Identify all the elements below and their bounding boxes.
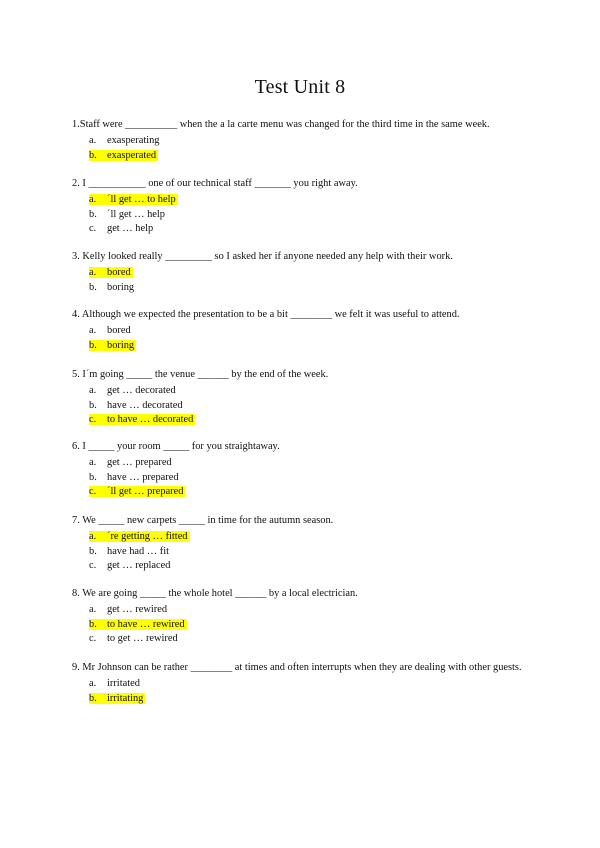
answer-option — [89, 134, 528, 149]
option-letter: a. — [89, 267, 97, 278]
question-stem: 7. We _____ new carpets _____ in time for the autumn season. — [72, 515, 334, 526]
answer-options — [72, 266, 528, 295]
option-content — [89, 340, 136, 351]
question-stem: 6. I _____ your room _____ for you straightaway. — [72, 441, 280, 452]
option-text: boring — [107, 281, 135, 293]
question-6 — [72, 439, 528, 500]
option-letter: a. — [89, 678, 97, 689]
answer-option — [89, 281, 528, 296]
option-content — [89, 457, 172, 468]
option-content — [89, 325, 131, 336]
answer-option — [89, 545, 528, 560]
option-letter: b. — [89, 471, 97, 483]
answer-options — [72, 603, 528, 647]
question-3 — [72, 249, 528, 295]
option-content — [89, 223, 153, 234]
option-letter: a. — [89, 194, 97, 205]
answer-options — [72, 456, 528, 500]
option-content — [89, 194, 178, 205]
page-title: Test Unit 8 — [254, 76, 346, 98]
option-letter: b. — [89, 545, 97, 557]
option-letter: a. — [89, 385, 97, 396]
question-stem: 5. I´m going _____ the venue ______ by the end of the week. — [72, 369, 329, 380]
option-content — [89, 604, 167, 615]
question-4 — [72, 307, 528, 353]
question-stem: 4. Although we expected the presentation to be a bit ________ we felt it was useful to attend. — [72, 309, 460, 320]
option-text: exasperated — [107, 149, 157, 161]
option-content — [89, 486, 185, 497]
option-text: bored — [107, 267, 131, 278]
option-letter: a. — [89, 604, 97, 615]
answer-option — [89, 208, 528, 223]
answer-option-highlighted — [89, 618, 528, 633]
answer-option-highlighted — [89, 149, 528, 164]
question-8 — [72, 586, 528, 647]
question-stem: 9. Mr Johnson can be rather ________ at times and often interrupts when they are dealing with other guests. — [72, 662, 522, 673]
option-text: have had … fit — [107, 545, 170, 557]
answer-option — [89, 384, 528, 399]
option-text: have … prepared — [107, 471, 179, 483]
option-content — [89, 619, 187, 630]
option-text: get … replaced — [107, 560, 171, 572]
option-content — [89, 693, 145, 704]
option-text: to get … rewired — [107, 633, 178, 645]
option-content — [89, 135, 160, 146]
option-text: get … help — [107, 223, 154, 235]
option-text: get … rewired — [107, 604, 168, 615]
answer-option-highlighted — [89, 266, 528, 281]
option-content — [89, 560, 170, 571]
option-letter: c. — [89, 414, 97, 426]
answer-option — [89, 399, 528, 414]
option-letter: c. — [89, 633, 97, 645]
answer-option-highlighted — [89, 339, 528, 354]
option-text: irritated — [107, 678, 140, 689]
option-text: have … decorated — [107, 399, 183, 411]
answer-option-highlighted — [89, 692, 528, 707]
answer-option-highlighted — [89, 530, 528, 545]
answer-option — [89, 471, 528, 486]
option-letter: a. — [89, 457, 97, 468]
option-text: ´re getting … fitted — [107, 531, 188, 542]
option-text: get … decorated — [107, 385, 176, 396]
option-letter: a. — [89, 325, 97, 336]
question-5 — [72, 367, 528, 428]
option-content — [89, 414, 195, 425]
answer-option-highlighted — [89, 193, 528, 208]
option-text: bored — [107, 325, 131, 336]
option-letter: a. — [89, 531, 97, 542]
answer-options — [72, 134, 528, 163]
answer-option — [89, 324, 528, 339]
answer-option — [89, 222, 528, 237]
option-text: irritating — [107, 692, 144, 704]
option-content — [89, 209, 165, 220]
question-7 — [72, 513, 528, 574]
answer-option — [89, 603, 528, 618]
question-stem: 2. I ___________ one of our technical staff _______ you right away. — [72, 178, 358, 189]
option-text: exasperating — [107, 135, 160, 146]
option-content — [89, 385, 176, 396]
answer-options — [72, 384, 528, 428]
option-text: ´ll get … prepared — [107, 486, 184, 498]
question-2 — [72, 176, 528, 237]
option-content — [89, 400, 183, 411]
answer-option — [89, 559, 528, 574]
option-text: ´ll get … to help — [107, 194, 176, 205]
answer-option — [89, 456, 528, 471]
answer-option-highlighted — [89, 413, 528, 428]
option-content — [89, 150, 158, 161]
answer-options — [72, 530, 528, 574]
option-letter: b. — [89, 692, 97, 704]
option-content — [89, 267, 133, 278]
option-content — [89, 531, 190, 542]
option-letter: c. — [89, 560, 97, 572]
option-content — [89, 472, 179, 483]
option-text: to have … rewired — [107, 618, 185, 630]
option-text: boring — [107, 339, 135, 351]
answer-options — [72, 193, 528, 237]
option-text: get … prepared — [107, 457, 172, 468]
question-stem: 1.Staff were __________ when the a la carte menu was changed for the third time in the same week. — [72, 119, 490, 130]
option-content — [89, 678, 140, 689]
option-content — [89, 282, 134, 293]
answer-options — [72, 324, 528, 353]
question-9 — [72, 660, 528, 706]
option-letter: b. — [89, 618, 97, 630]
option-content — [89, 546, 169, 557]
option-letter: b. — [89, 339, 97, 351]
option-letter: a. — [89, 135, 97, 146]
answer-option — [89, 677, 528, 692]
question-stem: 8. We are going _____ the whole hotel ______ by a local electrician. — [72, 588, 358, 599]
option-letter: c. — [89, 486, 97, 498]
option-letter: b. — [89, 208, 97, 220]
option-letter: b. — [89, 281, 97, 293]
answer-options — [72, 677, 528, 706]
question-1 — [72, 117, 528, 163]
option-text: to have … decorated — [107, 414, 194, 426]
option-text: ´ll get … help — [107, 208, 166, 220]
option-letter: b. — [89, 149, 97, 161]
answer-option-highlighted — [89, 485, 528, 500]
question-stem: 3. Kelly looked really _________ so I asked her if anyone needed any help with their work. — [72, 251, 453, 262]
option-letter: b. — [89, 399, 97, 411]
option-content — [89, 633, 178, 644]
answer-option — [89, 632, 528, 647]
option-letter: c. — [89, 223, 97, 235]
